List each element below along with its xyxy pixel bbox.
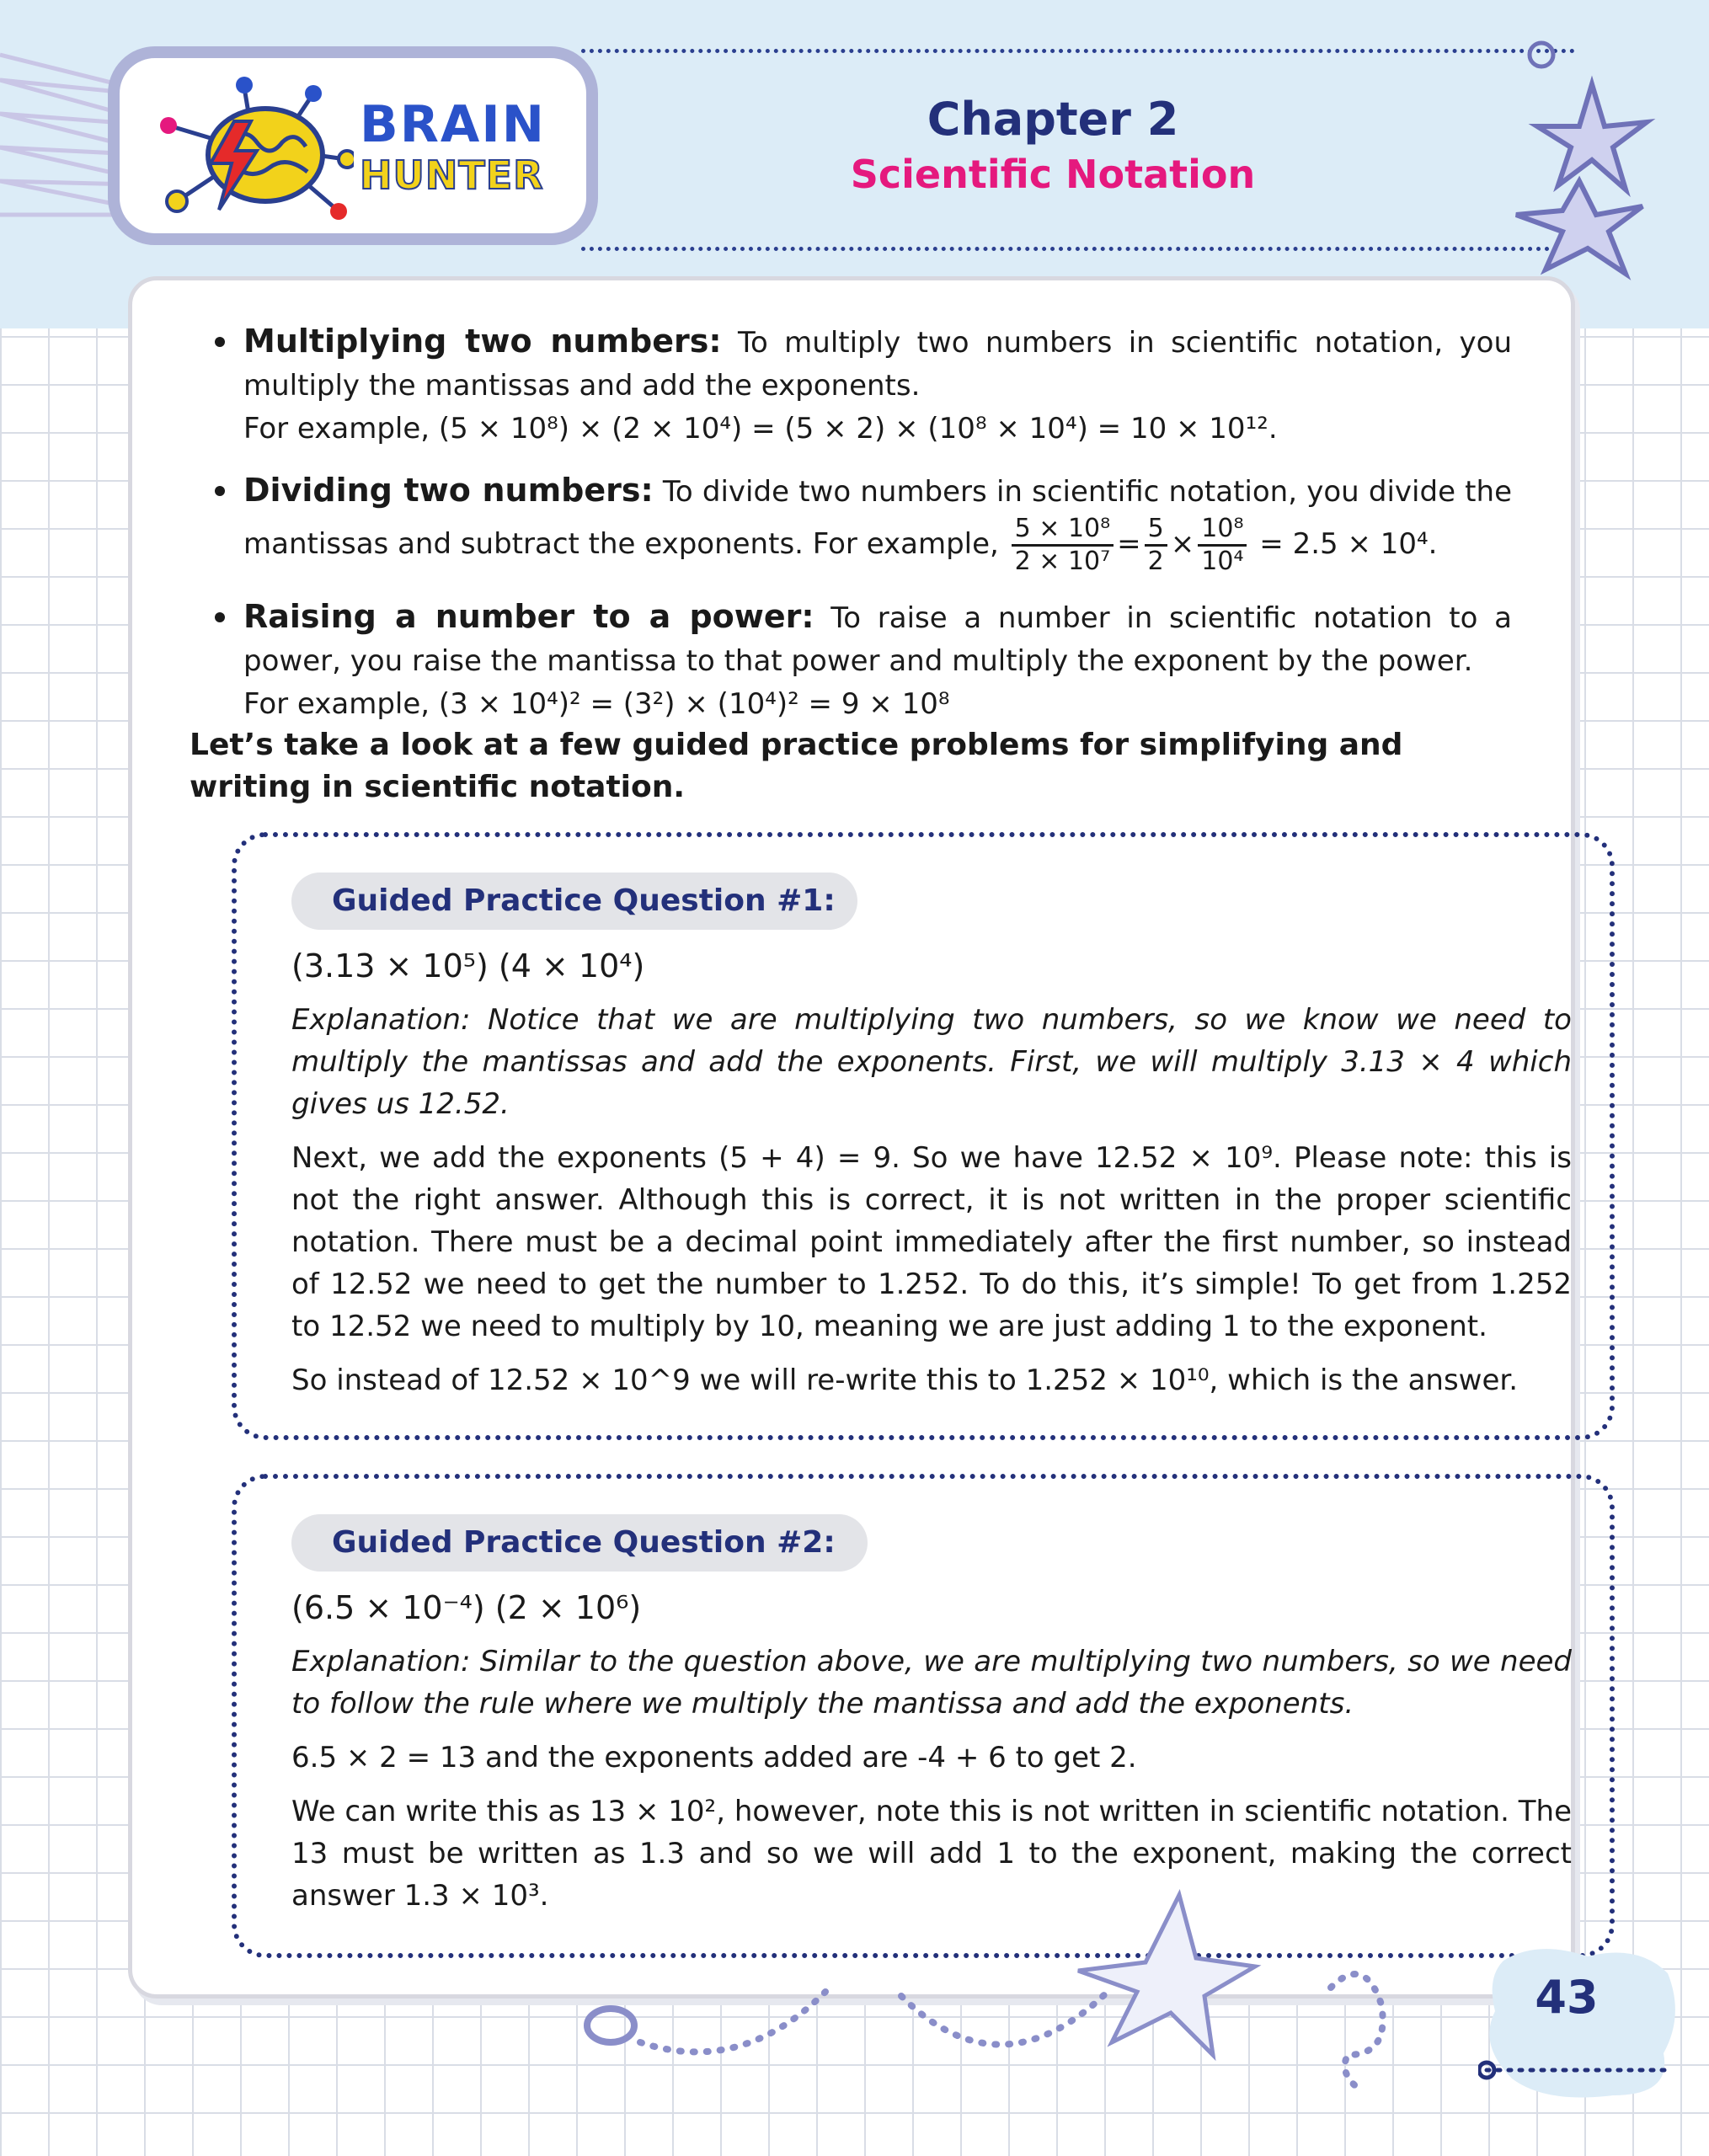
fraction-denominator: 10⁴ <box>1201 547 1244 576</box>
rule-power <box>215 595 1512 726</box>
header-dotted-frame <box>581 49 1575 251</box>
explanation-paragraph: Next, we add the exponents (5 + 4) = 9. So we have 12.52 × 10⁹. Please note: this is not the right answer. Although this is correct, it is not written in the proper scientific notation. There must be a decimal point immediately after the first number, so instead of 12.52 we need to get the number to 1.252. To do this, it’s simple! To get from 1.252 to 12.52 we need to multiply by 10, meaning we are just adding 1 to the exponent. <box>291 1141 1572 1343</box>
guided-practice-title: Guided Practice Question #2: <box>291 1514 868 1572</box>
rule-example: For example, (5 × 10⁸) × (2 × 10⁴) = (5 × 2) × (10⁸ × 10⁴) = 10 × 10¹². <box>243 412 1278 446</box>
explanation-paragraph: So instead of 12.52 × 10^9 we will re-write this to 1.252 × 10¹⁰, which is the answer. <box>291 1364 1519 1397</box>
rule-dividing: Dividing two numbers: To divide two numbers in scientific notation, you divide the mantissas and subtract the exponents. For example, $\frac{\text{5 × 10⁸}}{\text{2 × 10⁷}}$ = $\frac{5}{2}$ × $\frac{\text{10⁸}}{\text{10⁴}}$ = 2.5 × 10⁴. <box>215 469 1512 577</box>
chapter-number: Chapter 2 <box>927 93 1179 146</box>
explanation-paragraph: Explanation: Notice that we are multiplying two numbers, so we know we need to multiply the mantissas and add the exponents. First, we will multiply 3.13 × 4 which gives us 12.52. <box>291 1003 1572 1121</box>
bullet-dot-icon <box>215 337 225 347</box>
guided-practice-2 <box>232 1474 1615 1958</box>
rule-text: To raise a number in scientific notation to a power, you raise the mantissa to that power and multiply the exponent by the power. <box>243 601 1512 678</box>
fraction-numerator: 5 × 10⁸ <box>1012 514 1114 547</box>
rule-heading: Raising a number to a power: <box>243 598 814 635</box>
fraction-numerator: 5 <box>1145 514 1167 547</box>
explanation-paragraph: Explanation: Similar to the question above, we are multiplying two numbers, so we need to follow the rule where we multiply the mantissa and add the exponents. <box>291 1645 1572 1721</box>
fraction <box>1145 514 1167 577</box>
star-doodles-icon <box>1499 34 1693 286</box>
bullet-dot-icon <box>215 486 225 496</box>
rule-text: To multiply two numbers in scientific notation, you multiply the mantissas and add the exponents. <box>243 326 1512 403</box>
bullet-dot-icon <box>215 612 225 622</box>
logo-brain-text: BRAIN <box>360 95 546 154</box>
rule-heading: Multiplying two numbers: <box>243 323 722 360</box>
explanation-paragraph: We can write this as 13 × 10², however, note this is not written in scientific notation. The 13 must be written as 1.3 and so we will add 1 to the exponent, making the correct answer 1.3 × 10³. <box>291 1795 1572 1913</box>
fraction-denominator: 2 × 10⁷ <box>1014 547 1111 576</box>
rule-multiplying <box>215 320 1512 451</box>
rule-example: For example, (3 × 10⁴)² = (3²) × (10⁴)² = 9 × 10⁸ <box>243 687 950 721</box>
fraction <box>1198 514 1247 577</box>
rules-list <box>215 320 1512 744</box>
guided-practice-body <box>291 945 1572 1413</box>
logo-hunter-text: HUNTER <box>360 152 544 198</box>
rule-text: To divide two numbers in scientific notation, you divide the mantissas and subtract the exponents. For example, <box>243 475 1512 561</box>
question-equation: (6.5 × 10⁻⁴) (2 × 10⁶) <box>291 1589 642 1626</box>
question-equation: (3.13 × 10⁵) (4 × 10⁴) <box>291 947 645 985</box>
page-number: 43 <box>1535 1971 1599 2024</box>
brain-icon <box>152 75 354 227</box>
fraction <box>1012 514 1114 577</box>
brain-hunter-logo <box>108 46 598 245</box>
rule-heading: Dividing two numbers: <box>243 472 654 509</box>
guided-practice-1 <box>232 832 1615 1440</box>
division-result: = 2.5 × 10⁴. <box>1259 527 1438 561</box>
fraction-numerator: 10⁸ <box>1198 514 1247 547</box>
chapter-title: Scientific Notation <box>850 152 1256 197</box>
guided-practice-body <box>291 1587 1572 1929</box>
fraction-denominator: 2 <box>1147 547 1164 576</box>
intro-text: Let’s take a look at a few guided practice problems for simplifying and writing in scientific notation. <box>190 728 1403 804</box>
explanation-paragraph: 6.5 × 2 = 13 and the exponents added are -4 + 6 to get 2. <box>291 1741 1137 1774</box>
guided-practice-title: Guided Practice Question #1: <box>291 873 857 930</box>
